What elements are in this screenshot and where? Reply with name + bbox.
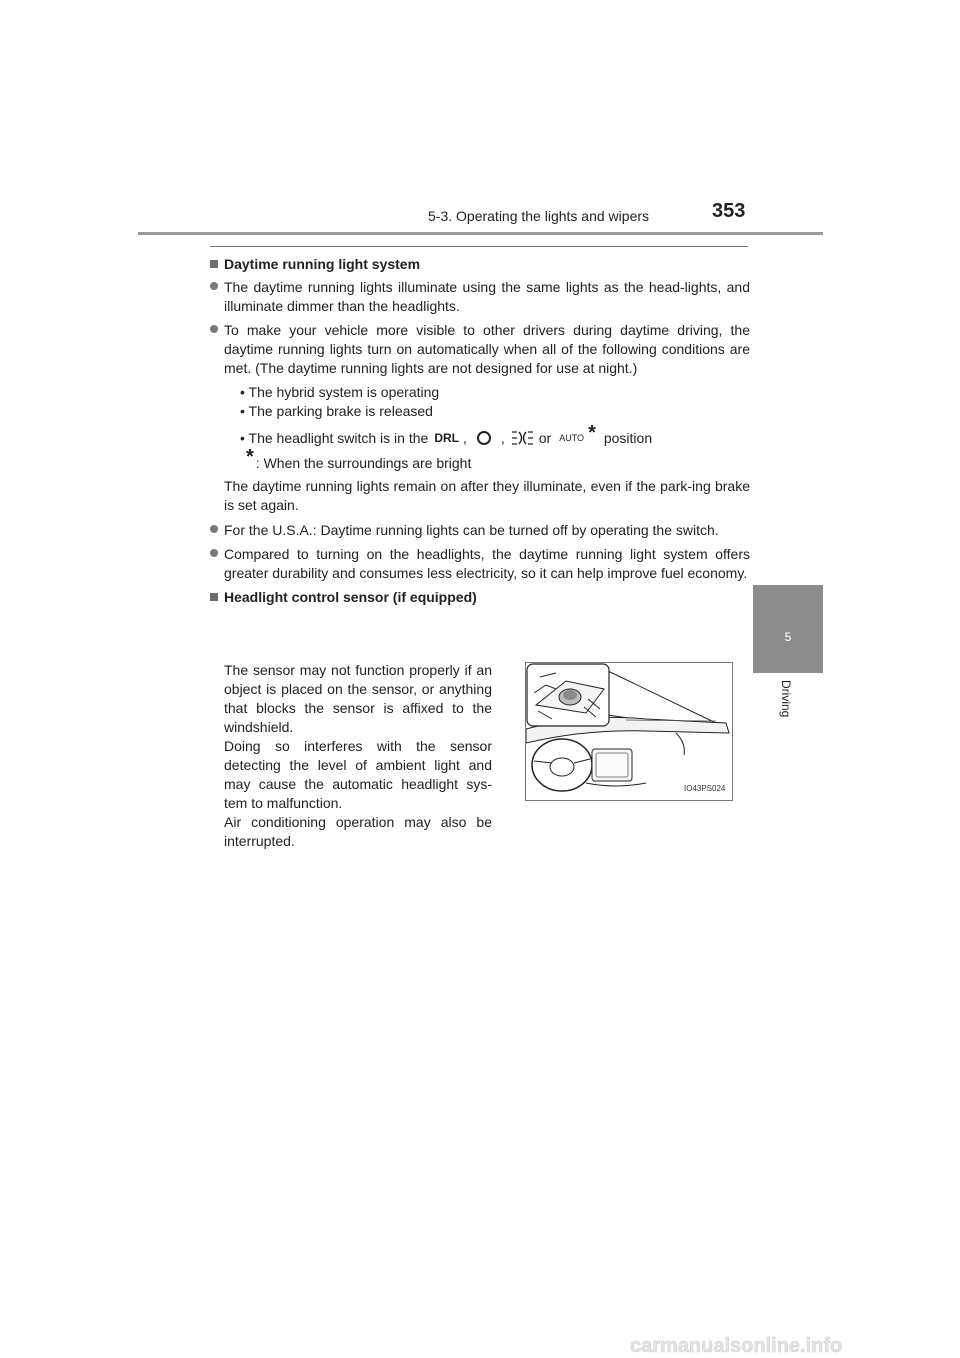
bullet-text: The daytime running lights illuminate using the same lights as the head-lights, and illuminate dimmer than the headlights. — [224, 279, 750, 314]
bullet-text: For the U.S.A.: Daytime running lights can be turned off by operating the switch. — [224, 522, 719, 538]
sensor-illustration — [525, 662, 733, 801]
condition-item: • The parking brake is released — [240, 403, 433, 419]
content-rule — [210, 246, 748, 247]
sensor-paragraph: Air conditioning operation may also be interrupted. — [224, 814, 492, 849]
dashboard-illustration — [526, 663, 732, 800]
circle-bullet-icon — [210, 282, 218, 290]
headlight-icon — [509, 428, 535, 448]
switch-suffix: position — [603, 429, 653, 446]
auto-label: AUTO — [559, 432, 585, 443]
square-bullet-icon — [210, 260, 218, 268]
footnote — [210, 446, 750, 473]
bullet-item — [210, 545, 750, 583]
page-header — [0, 0, 960, 240]
main-content — [210, 255, 750, 611]
drl-heading — [210, 255, 750, 274]
circle-bullet-icon — [210, 549, 218, 557]
sensor-description — [224, 661, 492, 851]
sensor-heading-text: Headlight control sensor (if equipped) — [224, 589, 477, 605]
remain-paragraph: The daytime running lights remain on after they illuminate, even if the park-ing brake is set again. — [224, 478, 750, 513]
header-rule — [138, 232, 823, 235]
square-bullet-icon — [210, 593, 218, 601]
condition-item: • The hybrid system is operating — [240, 384, 440, 400]
drl-heading-text: Daytime running light system — [224, 256, 421, 272]
bullet-text: To make your vehicle more visible to other drivers during daytime driving, the daytime running lights turn on automatically when all of the following conditions are met. (The daytime running lights are not designed for use at night.) — [224, 322, 750, 376]
watermark-logo — [630, 1334, 960, 1358]
switch-prefix: • The headlight switch is in the — [240, 429, 429, 446]
chapter-label-text: Driving — [779, 680, 793, 718]
bullet-text: Compared to turning on the headlights, the daytime running light system offers greater durability and consumes less electricity, so it can help improve fuel economy. — [224, 546, 750, 581]
circle-bullet-icon — [210, 525, 218, 533]
chapter-label — [767, 680, 807, 740]
footnote-star: * — [588, 421, 596, 444]
sensor-paragraph: The sensor may not function properly if an object is placed on the sensor, or anything that blocks the sensor is affixed to the windshield. — [224, 662, 492, 735]
parking-light-icon — [471, 428, 497, 448]
section-title: 5-3. Operating the lights and wipers — [428, 208, 650, 224]
bullet-item — [210, 278, 750, 316]
figure-code: IO43PS024 — [684, 784, 726, 793]
switch-position-line — [210, 421, 750, 449]
bullet-item — [210, 521, 750, 540]
drl-label: DRL — [434, 430, 459, 445]
comma: , — [500, 429, 505, 446]
sensor-heading — [210, 588, 750, 607]
circle-bullet-icon — [210, 325, 218, 333]
svg-text:carmanualsonline.info: carmanualsonline.info — [630, 1335, 843, 1357]
footnote-star: * — [246, 446, 254, 468]
page-number: 353 — [712, 200, 746, 222]
or-text: or — [538, 429, 552, 446]
comma: , — [462, 429, 467, 446]
chapter-tab[interactable] — [753, 585, 823, 673]
sensor-paragraph: Doing so interferes with the sensor detecting the level of ambient light and may cause the automatic headlight sys-tem to malfunction. — [224, 738, 492, 811]
footnote-text: : When the surroundings are bright — [255, 455, 472, 471]
chapter-number: 5 — [784, 630, 792, 644]
bullet-item — [210, 321, 750, 378]
